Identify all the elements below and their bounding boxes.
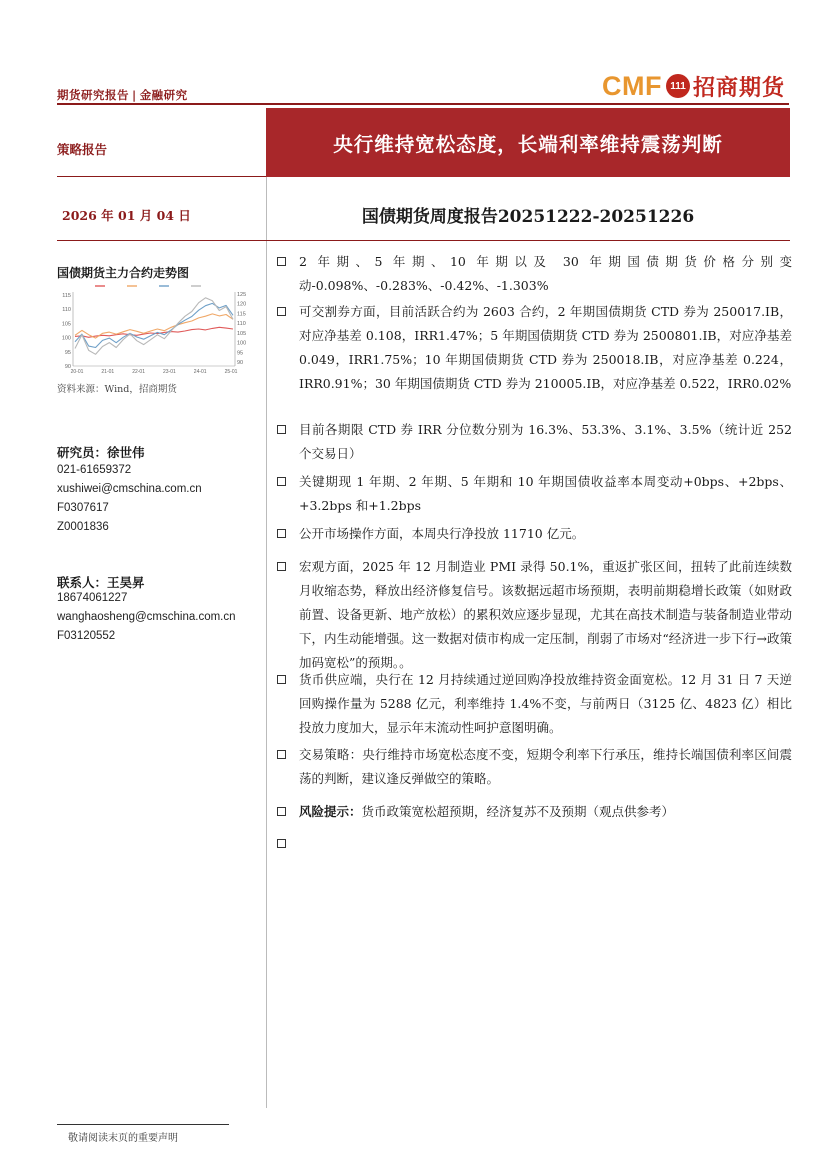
- chart-x-tick: 22-01: [132, 369, 145, 375]
- footer-notice: 敬请阅读末页的重要声明: [68, 1133, 178, 1144]
- researcher-cert: Z0001836: [57, 521, 109, 533]
- bullet-text: [299, 800, 792, 824]
- bullet-money-supply: [277, 668, 792, 740]
- bullet-risk: [277, 800, 792, 824]
- chart-source: 资料来源：Wind，招商期货: [57, 384, 177, 395]
- column-divider: [266, 108, 267, 1108]
- risk-label: 风险提示：: [299, 804, 362, 819]
- chart-x-tick: 23-01: [163, 369, 176, 375]
- contact-name: 联系人：王昊昇: [57, 575, 145, 590]
- chart-y-tick-left: 105: [61, 321, 71, 328]
- bullet-text: 可交割券方面，目前活跃合约为 2603 合约，2 年期国债期货 CTD 券为 250017.IB，对应净基差 0.108，IRR1.47%；5 年期国债期货 CTD 券为 2500801.IB，对应净基差 0.049，IRR1.75%；10 年期国债期货 CTD 券为 250018.IB，对应净基差 0.224，IRR0.91%；30 年期国债期货 CTD 券为 210005.IB，对应净基差 0.522，IRR0.02%: [299, 304, 792, 391]
- header-separator: |: [132, 88, 137, 102]
- chart-x-tick: 24-01: [193, 369, 207, 375]
- researcher-name: 研究员：徐世伟: [57, 445, 145, 460]
- contact-email[interactable]: wanghaosheng@cmschina.com.cn: [57, 611, 236, 623]
- chart-svg: [57, 280, 257, 378]
- bullet-square-icon: [277, 675, 286, 684]
- bullet-text: 交易策略：央行维持市场宽松态度不变，短期令利率下行承压，维持长端国债利率区间震荡的判断，建议逢反弹做空的策略。: [299, 747, 792, 786]
- chart-y-tick-right: 125: [237, 291, 247, 298]
- bullet-text: 宏观方面，2025 年 12 月制造业 PMI 录得 50.1%，重返扩张区间，扭转了此前连续数月收缩态势，释放出经济修复信号。该数据远超市场预期，表明前期稳增长政策（如财政前置、设备更新、地产放松）的累积效应逐步显现，尤其在高技术制造与装备制造业带动下，内生动能增强。这一数据对债市构成一定压制，削弱了市场对“经济进一步下行→政策加码宽松”的预期。。: [299, 559, 792, 670]
- bullet-square-icon: [277, 562, 286, 571]
- futures-trend-chart: [57, 280, 257, 378]
- bullet-text: 公开市场操作方面，本周央行净投放 11710 亿元。: [299, 526, 585, 541]
- bullet-square-icon: [277, 257, 286, 266]
- bullet-text: 2 年期、5 年期、10 年期以及 30 年期国债期货价格分别变动-0.098%、-0.283%、-0.42%、-1.303%: [299, 254, 792, 293]
- sidebar-divider: [57, 176, 266, 177]
- bullet-strategy: [277, 743, 792, 791]
- bullet-open-market: [277, 522, 792, 546]
- bullet-square-icon: [277, 807, 286, 816]
- chart-x-tick: 21-01: [101, 369, 115, 375]
- chart-y-tick-right: 95: [237, 350, 244, 357]
- chart-y-tick-left: 115: [62, 292, 71, 299]
- chart-y-tick-right: 110: [237, 321, 246, 328]
- report-date: 2026 年 01 月 04 日: [62, 208, 191, 223]
- researcher-cert: F0307617: [57, 502, 109, 514]
- header-subcategory-label: 金融研究: [139, 88, 188, 102]
- report-type: 策略报告: [57, 142, 108, 157]
- footer-divider: [57, 1124, 229, 1125]
- bullet-square-icon: [277, 839, 286, 848]
- bullet-macro: [277, 555, 792, 675]
- logo-emblem-icon: 111: [666, 74, 690, 98]
- researcher-email[interactable]: xushiwei@cmschina.com.cn: [57, 483, 202, 495]
- chart-x-tick: 25-01: [224, 369, 238, 375]
- chart-y-tick-left: 90: [64, 364, 71, 370]
- bullet-yield-change: [277, 470, 792, 518]
- bullet-square-icon: [277, 307, 286, 316]
- sidebar-divider: [57, 240, 266, 241]
- header-category-label: 期货研究报告: [57, 88, 129, 102]
- page-subtitle: 国债期货周度报告20251222-20251226: [361, 207, 695, 227]
- chart-x-tick: 20-01: [70, 369, 84, 375]
- chart-y-tick-left: 100: [61, 335, 71, 342]
- bullet-text: 货币供应端，央行在 12 月持续通过逆回购净投放维持资金面宽松。12 月 31 日 7 天逆回购操作量为 5288 亿元，利率维持 1.4%不变，与前两日（3125 亿、4823 亿）相比投放力度加大，显示年末流动性呵护意图明确。: [299, 672, 792, 735]
- chart-y-tick-right: 100: [237, 340, 247, 347]
- chart-y-tick-right: 90: [237, 360, 244, 367]
- risk-text: 货币政策宽松超预期，经济复苏不及预期（观点供参考）: [361, 804, 675, 819]
- chart-y-tick-left: 110: [62, 307, 71, 314]
- bullet-square-icon: [277, 529, 286, 538]
- contact-phone: 18674061227: [57, 592, 128, 604]
- chart-y-tick-right: 105: [237, 330, 247, 337]
- bullet-text: 目前各期限 CTD 券 IRR 分位数分别为 16.3%、53.3%、3.1%、3.5%（统计近 252 个交易日）: [299, 422, 792, 461]
- logo-chinese: 招商期货: [692, 74, 785, 101]
- subtitle-divider: [266, 240, 790, 241]
- bullet-square-icon: [277, 477, 286, 486]
- header-category: [57, 87, 188, 103]
- contact-cert: F03120552: [57, 630, 116, 642]
- bullet-square-icon: [277, 750, 286, 759]
- title-banner: [266, 108, 790, 177]
- bullet-square-icon: [277, 425, 286, 434]
- bullet-text: 关键期现 1 年期、2 年期、5 年期和 10 年期国债收益率本周变动+0bps、+2bps、+3.2bps 和+1.2bps: [299, 474, 792, 513]
- bullet-price-change: [277, 250, 792, 298]
- researcher-phone: 021-61659372: [57, 464, 132, 476]
- chart-title: 国债期货主力合约走势图: [57, 266, 190, 280]
- company-logo: [602, 70, 785, 102]
- logo-latin: CMF: [602, 70, 662, 101]
- chart-y-tick-right: 115: [237, 311, 246, 318]
- chart-y-tick-right: 120: [237, 301, 247, 308]
- chart-series-line-3: [75, 303, 233, 347]
- page-title: 央行维持宽松态度，长端利率维持震荡判断: [333, 132, 723, 156]
- header-divider: [57, 103, 789, 105]
- bullet-ctd: [277, 300, 792, 396]
- chart-series-line-4: [75, 298, 233, 355]
- bullet-irr-percentile: [277, 418, 792, 466]
- chart-y-tick-left: 95: [64, 349, 71, 356]
